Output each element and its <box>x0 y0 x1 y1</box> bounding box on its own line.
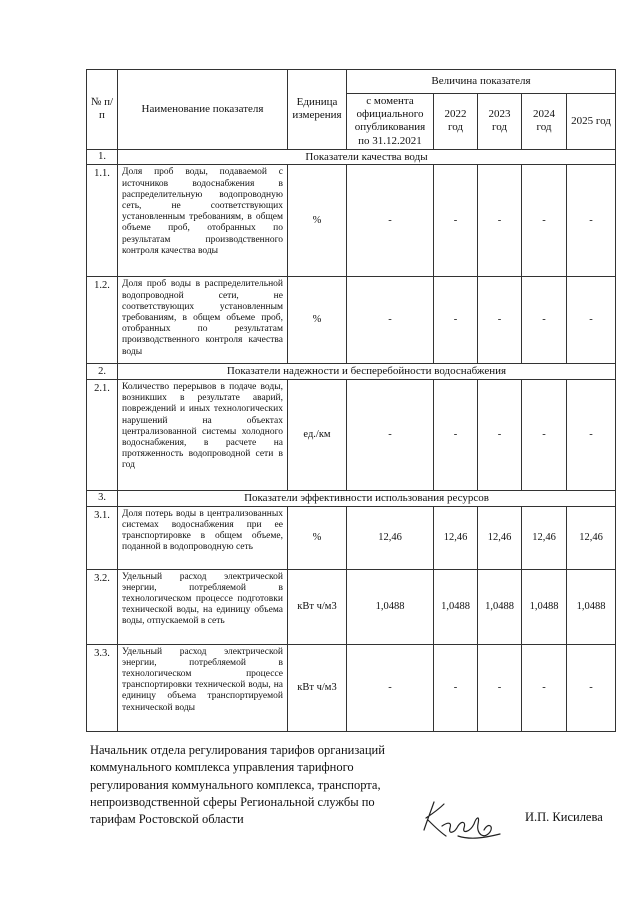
row-since: - <box>347 165 434 277</box>
row-2022: - <box>434 380 478 491</box>
signer-name: И.П. Кисилева <box>525 810 603 824</box>
row-since: 1,0488 <box>347 569 434 644</box>
row-unit: ед./км <box>288 380 347 491</box>
row-num: 3.1. <box>87 506 118 569</box>
row-2024: - <box>522 644 567 731</box>
row-2023: 1,0488 <box>478 569 522 644</box>
row-num: 2.1. <box>87 380 118 491</box>
section-title: Показатели надежности и бесперебойности водоснабжения <box>118 364 616 380</box>
row-name: Доля проб воды в распределительной водопроводной сети, не соответствующих установленным требованиям, в общем объеме проб, отобранных по результатам производственного контроля качества воды <box>118 277 288 364</box>
table-row <box>87 380 616 491</box>
row-2023: - <box>478 644 522 731</box>
row-2025: 12,46 <box>567 506 616 569</box>
row-2024: - <box>522 380 567 491</box>
row-num: 3.3. <box>87 644 118 731</box>
row-2024: 12,46 <box>522 506 567 569</box>
row-2022: 12,46 <box>434 506 478 569</box>
header-num: № п/п <box>87 70 118 150</box>
section-row <box>87 364 616 380</box>
row-2023: - <box>478 277 522 364</box>
row-2024: 1,0488 <box>522 569 567 644</box>
table-row <box>87 165 616 277</box>
section-title: Показатели качества воды <box>118 149 616 165</box>
section-num: 3. <box>87 491 118 507</box>
table-row <box>87 644 616 731</box>
header-unit: Единица измерения <box>288 70 347 150</box>
row-2024: - <box>522 277 567 364</box>
row-2024: - <box>522 165 567 277</box>
section-title: Показатели эффективности использования ресурсов <box>118 491 616 507</box>
row-2025: 1,0488 <box>567 569 616 644</box>
row-2025: - <box>567 277 616 364</box>
row-2023: - <box>478 380 522 491</box>
header-value-group: Величина показателя <box>347 70 616 94</box>
row-2022: - <box>434 165 478 277</box>
row-since: - <box>347 277 434 364</box>
row-2023: 12,46 <box>478 506 522 569</box>
section-row <box>87 149 616 165</box>
row-2023: - <box>478 165 522 277</box>
section-num: 1. <box>87 149 118 165</box>
section-num: 2. <box>87 364 118 380</box>
row-num: 1.1. <box>87 165 118 277</box>
table-row <box>87 506 616 569</box>
row-unit: % <box>288 277 347 364</box>
row-unit: кВт ч/м3 <box>288 644 347 731</box>
table-row <box>87 569 616 644</box>
row-2025: - <box>567 165 616 277</box>
row-2022: - <box>434 644 478 731</box>
row-num: 1.2. <box>87 277 118 364</box>
row-num: 3.2. <box>87 569 118 644</box>
signatory-position: Начальник отдела регулирования тарифов организаций коммунального комплекса управления тарифного регулирования коммунального комплекса, транспорта, непроизводственной сферы Региональной службы по тарифам Ростовской области <box>90 743 385 826</box>
row-unit: % <box>288 165 347 277</box>
row-since: - <box>347 644 434 731</box>
section-row <box>87 491 616 507</box>
header-name: Наименование показателя <box>118 70 288 150</box>
row-2025: - <box>567 644 616 731</box>
row-name: Доля проб воды, подаваемой с источников водоснабжения в распределительную водопроводную сеть, не соответствующих установленным требованиям, в общем объеме проб, отобранных по результатам производственного контроля качества воды <box>118 165 288 277</box>
row-2022: 1,0488 <box>434 569 478 644</box>
header-2022: 2022 год <box>434 94 478 150</box>
indicators-table <box>86 69 616 732</box>
row-since: - <box>347 380 434 491</box>
row-since: 12,46 <box>347 506 434 569</box>
row-unit: кВт ч/м3 <box>288 569 347 644</box>
handwritten-signature <box>418 796 508 844</box>
row-name: Удельный расход электрической энергии, потребляемой в технологическом процессе подготовки технической воды, на единицу объема воды, отпускаемой в сеть <box>118 569 288 644</box>
row-name: Доля потерь воды в централизованных системах водоснабжения при ее транспортировке в общем объеме, поданной в водопроводную сеть <box>118 506 288 569</box>
row-name: Количество перерывов в подаче воды, возникших в результате аварий, повреждений и иных технологических нарушений на объектах централизованной системы холодного водоснабжения, в расчете на протяженность водопроводной сети в год <box>118 380 288 491</box>
row-2022: - <box>434 277 478 364</box>
header-since: с момента официального опубликования по 31.12.2021 <box>347 94 434 150</box>
table-row <box>87 277 616 364</box>
row-name: Удельный расход электрической энергии, потребляемой в технологическом процессе транспортировки технической воды, на единицу объема транспортируемой технической воды <box>118 644 288 731</box>
header-2025: 2025 год <box>567 94 616 150</box>
row-2025: - <box>567 380 616 491</box>
header-2024: 2024 год <box>522 94 567 150</box>
row-unit: % <box>288 506 347 569</box>
header-2023: 2023 год <box>478 94 522 150</box>
